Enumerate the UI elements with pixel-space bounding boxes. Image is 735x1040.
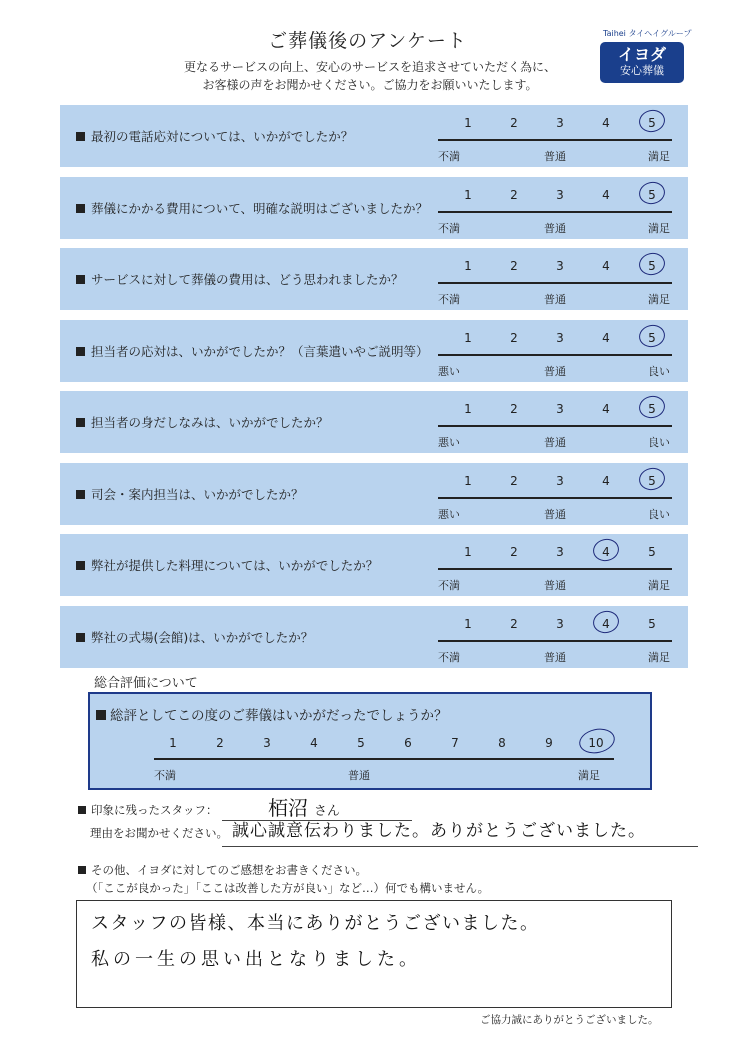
scale-label-mid: 普通 <box>544 150 566 163</box>
overall-question <box>96 704 448 724</box>
question-box <box>60 391 688 453</box>
selected-answer-circle <box>637 394 667 421</box>
rating-option-3[interactable]: 3 <box>556 473 564 488</box>
selected-answer-circle <box>637 322 667 349</box>
overall-option-4[interactable]: 4 <box>310 736 318 750</box>
scale-label-mid: 普通 <box>544 650 566 664</box>
rating-option-4[interactable]: 4 <box>602 187 610 202</box>
staff-label <box>78 802 218 818</box>
scale-label-mid: 普通 <box>544 364 566 378</box>
question-text: 弊社が提供した料理については、いかがでしたか？ <box>91 558 379 573</box>
overall-option-7[interactable]: 7 <box>451 736 459 750</box>
question-box <box>60 177 688 239</box>
scale-label-mid: 普通 <box>544 293 566 306</box>
question-label <box>76 556 378 574</box>
question-text: 葬儀にかかる費用について、明確な説明はございましたか？ <box>91 200 429 216</box>
question-label <box>76 485 304 503</box>
scale-label-left: 不満 <box>438 650 460 664</box>
question-text: 最初の電話応対については、いかがでしたか？ <box>91 129 354 144</box>
question-text: サービスに対して葬儀の費用は、どう思われましたか？ <box>91 272 404 287</box>
logo-name: イヨダ <box>617 45 666 64</box>
comments-label-text: その他、イヨダに対してのご感想をお書きください。 <box>91 863 367 877</box>
rating-option-1[interactable]: 1 <box>464 187 472 202</box>
bullet-square-icon <box>76 275 85 284</box>
question-label <box>76 127 353 145</box>
comments-label <box>78 862 367 878</box>
staff-label-text: 印象に残ったスタッフ： <box>91 803 218 817</box>
rating-option-4[interactable]: 4 <box>602 616 610 631</box>
rating-option-5[interactable]: 5 <box>648 259 656 273</box>
selected-answer-circle <box>637 108 667 135</box>
rating-option-5[interactable]: 5 <box>648 116 656 130</box>
rating-scale-line <box>438 568 672 570</box>
comment-line-1: スタッフの皆様、本当にありがとうございました。 <box>91 913 540 934</box>
reason-text[interactable]: 誠心誠意伝わりました。ありがとうございました。 <box>232 821 646 841</box>
overall-option-8[interactable]: 8 <box>498 736 506 750</box>
bullet-square-icon <box>96 710 106 720</box>
selected-answer-circle <box>637 465 667 492</box>
overall-box <box>88 692 652 790</box>
bullet-square-icon <box>76 347 85 356</box>
comment-line-2: 私の一生の思い出となりました。 <box>91 949 421 970</box>
scale-label-right: 満足 <box>648 579 670 592</box>
page-title: ご葬儀後のアンケート <box>268 30 467 52</box>
bullet-square-icon <box>76 204 85 213</box>
rating-option-5[interactable]: 5 <box>648 402 656 416</box>
scale-label-right: 満足 <box>648 221 670 235</box>
scale-label-mid: 普通 <box>544 436 566 449</box>
bullet-square-icon <box>76 633 85 642</box>
question-label <box>76 342 429 360</box>
logo-group-line <box>600 28 692 39</box>
logo-sub: 安心葬儀 <box>620 64 664 77</box>
logo-badge <box>600 42 684 83</box>
rating-option-3[interactable]: 3 <box>556 545 564 559</box>
rating-option-5[interactable]: 5 <box>648 187 656 202</box>
rating-option-4[interactable]: 4 <box>602 473 610 488</box>
scale-label-left: 悪い <box>438 436 460 449</box>
scale-label-left: 不満 <box>438 293 460 306</box>
overall-question-text: 総評としてこの度のご葬儀はいかがだったでしょうか？ <box>110 708 448 724</box>
rating-option-2[interactable]: 2 <box>510 616 518 631</box>
staff-name-suffix: さん <box>314 804 341 819</box>
rating-option-4[interactable]: 4 <box>602 402 610 416</box>
comments-box[interactable] <box>76 900 672 1008</box>
rating-option-1[interactable]: 1 <box>464 473 472 488</box>
scale-label-right: 良い <box>648 507 670 521</box>
rating-option-2[interactable]: 2 <box>510 116 518 130</box>
rating-option-5[interactable]: 5 <box>648 330 656 345</box>
bullet-square-icon <box>76 490 85 499</box>
scale-label-right: 良い <box>648 364 670 378</box>
scale-label-left: 悪い <box>438 507 460 521</box>
rating-scale-line <box>438 497 672 499</box>
scale-label-mid: 普通 <box>544 507 566 521</box>
question-box <box>60 248 688 310</box>
bullet-square-icon <box>78 806 86 814</box>
scale-label-left: 悪い <box>438 364 460 378</box>
scale-label-mid: 普通 <box>544 221 566 235</box>
rating-scale-line <box>438 139 672 141</box>
question-box <box>60 105 688 167</box>
question-box <box>60 320 688 382</box>
overall-section-title: 総合評価について <box>94 676 198 691</box>
overall-label-right: 満足 <box>578 769 600 782</box>
rating-option-2[interactable]: 2 <box>510 473 518 488</box>
scale-label-right: 満足 <box>648 150 670 163</box>
rating-option-4[interactable]: 4 <box>602 545 610 559</box>
reason-label: 理由をお聞かせください。 <box>90 826 228 840</box>
rating-option-3[interactable]: 3 <box>556 402 564 416</box>
rating-option-2[interactable]: 2 <box>510 259 518 273</box>
selected-answer-circle <box>591 608 621 635</box>
rating-option-3[interactable]: 3 <box>556 330 564 345</box>
rating-option-3[interactable]: 3 <box>556 616 564 631</box>
bullet-square-icon <box>76 132 85 141</box>
selected-answer-circle <box>591 537 621 564</box>
rating-scale-line <box>438 425 672 427</box>
comments-note: （「ここが良かった」「ここは改善した方が良い」など…）何でも構いません。 <box>86 881 490 895</box>
overall-option-3[interactable]: 3 <box>263 736 271 750</box>
rating-option-2[interactable]: 2 <box>510 187 518 202</box>
subtitle-line-2: お客様の声をお聞かせください。ご協力をお願いいたします。 <box>202 78 538 92</box>
bullet-square-icon <box>76 561 85 570</box>
subtitle-line-1: 更なるサービスの向上、安心のサービスを追求させていただく為に、 <box>183 60 556 74</box>
rating-option-3[interactable]: 3 <box>556 187 564 202</box>
question-box <box>60 534 688 596</box>
staff-name-text: 栢沼 <box>268 796 308 820</box>
rating-option-4[interactable]: 4 <box>602 259 610 273</box>
reason-underline <box>222 846 698 847</box>
rating-option-5[interactable]: 5 <box>648 616 656 631</box>
overall-option-1[interactable]: 1 <box>169 736 177 750</box>
overall-option-6[interactable]: 6 <box>404 736 412 750</box>
question-label <box>76 628 313 646</box>
rating-option-2[interactable]: 2 <box>510 330 518 345</box>
rating-scale-line <box>438 211 672 213</box>
overall-option-9[interactable]: 9 <box>545 736 553 750</box>
overall-selected-circle <box>577 726 617 757</box>
question-label <box>76 413 329 431</box>
rating-option-1[interactable]: 1 <box>464 259 472 273</box>
overall-label-left: 不満 <box>154 769 176 782</box>
page-subtitle <box>150 58 590 94</box>
scale-label-right: 良い <box>648 436 670 449</box>
rating-scale-line <box>438 282 672 284</box>
rating-option-1[interactable]: 1 <box>464 545 472 559</box>
overall-option-5[interactable]: 5 <box>357 736 365 750</box>
overall-option-10[interactable]: 10 <box>588 736 604 750</box>
question-text: 担当者の応対は、いかがでしたか？（言葉遣いやご説明等） <box>91 343 429 359</box>
bullet-square-icon <box>78 866 86 874</box>
rating-option-5[interactable]: 5 <box>648 545 656 559</box>
company-logo <box>600 28 692 83</box>
scale-label-left: 不満 <box>438 150 460 163</box>
question-text: 担当者の身だしなみは、いかがでしたか？ <box>91 415 329 430</box>
logo-group-text: Taihei タイヘイグループ <box>603 29 692 38</box>
selected-answer-circle <box>637 179 667 206</box>
selected-answer-circle <box>637 251 667 278</box>
question-text: 弊社の式場(会館)は、いかがでしたか？ <box>91 629 314 645</box>
overall-scale-line <box>154 758 614 760</box>
scale-label-right: 満足 <box>648 650 670 664</box>
question-box <box>60 463 688 525</box>
bullet-square-icon <box>76 418 85 427</box>
scale-label-left: 不満 <box>438 221 460 235</box>
overall-option-2[interactable]: 2 <box>216 736 224 750</box>
overall-label-mid: 普通 <box>348 769 370 782</box>
rating-option-2[interactable]: 2 <box>510 402 518 416</box>
question-text: 司会・案内担当は、いかがでしたか？ <box>91 486 304 502</box>
rating-option-2[interactable]: 2 <box>510 545 518 559</box>
rating-option-4[interactable]: 4 <box>602 330 610 345</box>
rating-option-4[interactable]: 4 <box>602 116 610 130</box>
rating-option-3[interactable]: 3 <box>556 116 564 130</box>
rating-scale-line <box>438 354 672 356</box>
rating-option-1[interactable]: 1 <box>464 402 472 416</box>
rating-option-1[interactable]: 1 <box>464 330 472 345</box>
question-box <box>60 606 688 668</box>
question-label <box>76 270 404 288</box>
scale-label-left: 不満 <box>438 579 460 592</box>
rating-option-5[interactable]: 5 <box>648 473 656 488</box>
rating-option-1[interactable]: 1 <box>464 616 472 631</box>
rating-option-3[interactable]: 3 <box>556 259 564 273</box>
rating-option-1[interactable]: 1 <box>464 116 472 130</box>
scale-label-mid: 普通 <box>544 579 566 592</box>
rating-scale-line <box>438 640 672 642</box>
footer-thanks: ご協力誠にありがとうございました。 <box>480 1014 659 1026</box>
question-label <box>76 199 428 217</box>
scale-label-right: 満足 <box>648 293 670 306</box>
